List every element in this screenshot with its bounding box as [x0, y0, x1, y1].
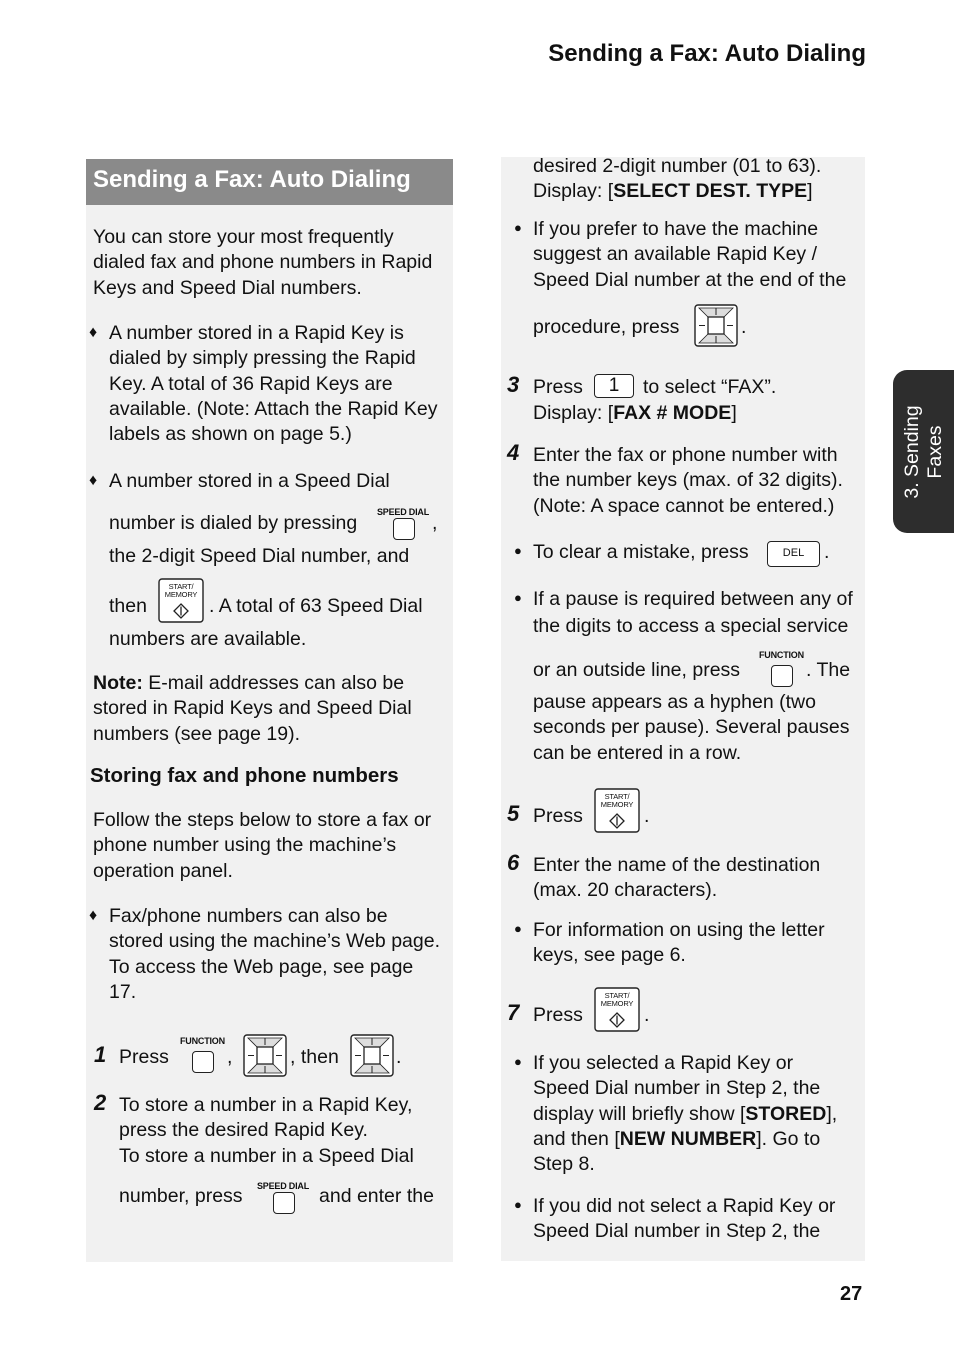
not-selected-bullet: If you did not select a Rapid Key or Speed Dial number in Step 2, the [533, 1195, 836, 1243]
round-bullet-icon: ● [514, 590, 522, 605]
period-text: . [644, 1004, 650, 1026]
start-memory-key[interactable]: START/ MEMORY [594, 987, 640, 1032]
speed-dial-key-label: SPEED DIAL [377, 507, 430, 517]
function-key-label: FUNCTION [180, 1036, 225, 1046]
step5-press-text: Press [533, 805, 583, 827]
step2-line4a: number, press [119, 1185, 243, 1207]
storing-subheading: Storing fax and phone numbers [90, 764, 399, 787]
nav-select-key[interactable] [350, 1034, 394, 1077]
step6-text: Enter the name of the destination (max. 20 characters). [533, 854, 821, 902]
function-key[interactable] [771, 665, 793, 687]
step3-press-text: Press [533, 376, 583, 398]
chapter-side-tab-label: 3. Sending Faxes [901, 405, 946, 499]
nav-select-key[interactable] [243, 1034, 287, 1077]
speed-dial-key[interactable] [273, 1192, 295, 1214]
speed-dial-key[interactable] [393, 518, 415, 540]
step2-line4b: and enter the [319, 1185, 434, 1207]
key-1[interactable]: 1 [594, 374, 634, 398]
start-memory-key[interactable]: START/ MEMORY [158, 578, 204, 623]
step1-press-text: Press [119, 1046, 169, 1068]
function-key-label: FUNCTION [759, 650, 804, 660]
pause-bullet-line3a: or an outside line, press [533, 659, 741, 681]
clear-mistake-text: To clear a mistake, press [533, 541, 749, 563]
period-text: . [824, 541, 830, 563]
stored-bullet: If you selected a Rapid Key or Speed Dial number in Step 2, the display will briefly show [STORED], and then [NEW NUMBER]. Go to Step 8. [533, 1052, 838, 1176]
round-bullet-icon: ● [514, 220, 522, 235]
step-number: 5 [507, 801, 520, 826]
continued-text: desired 2-digit number (01 to 63). Display: [SELECT DEST. TYPE] [533, 155, 822, 203]
step1-then-text: , then [290, 1046, 339, 1068]
step-number: 3 [507, 372, 520, 397]
diamond-bullet-icon: ♦ [89, 324, 98, 341]
diamond-bullet-icon: ♦ [89, 472, 98, 489]
speed-dial-bullet-line4a: then [109, 595, 147, 617]
step7-press-text: Press [533, 1004, 583, 1026]
step3-display-text: Display: [FAX # MODE] [533, 402, 737, 424]
round-bullet-icon: ● [514, 543, 522, 558]
follow-paragraph: Follow the steps below to store a fax or phone number using the machine’s operation panel. [93, 809, 432, 882]
pause-bullet-line2: the digits to access a special service [533, 615, 849, 637]
web-page-bullet: Fax/phone numbers can also be stored using the machine’s Web page. To access the Web page, see page 17. [109, 905, 440, 1003]
running-header: Sending a Fax: Auto Dialing [548, 40, 866, 67]
page-number: 27 [840, 1283, 863, 1305]
note-paragraph: Note: E-mail addresses can also be stored in Rapid Keys and Speed Dial numbers (see page 19). [93, 672, 412, 745]
step3-select-text: to select “FAX”. [643, 376, 777, 398]
start-memory-key[interactable]: START/ MEMORY [594, 788, 640, 833]
speed-dial-key-label: SPEED DIAL [257, 1181, 310, 1191]
step2-text: To store a number in a Rapid Key, press the desired Rapid Key. To store a number in a Speed Dial [119, 1094, 414, 1167]
diamond-bullet-icon: ♦ [89, 907, 98, 924]
suggest-bullet: If you prefer to have the machine suggest an available Rapid Key / Speed Dial number at the end of the [533, 218, 847, 291]
period-text: . [741, 316, 747, 338]
suggest-bullet-line4: procedure, press [533, 316, 680, 338]
speed-dial-bullet-line3: the 2-digit Speed Dial number, and [109, 545, 410, 567]
del-key[interactable]: DEL [767, 541, 820, 567]
round-bullet-icon: ● [514, 1054, 522, 1069]
pause-bullet-line3b: . The [806, 659, 851, 681]
function-key[interactable] [192, 1051, 214, 1073]
step-number: 2 [94, 1090, 107, 1115]
section-title: Sending a Fax: Auto Dialing [86, 159, 453, 205]
round-bullet-icon: ● [514, 921, 522, 936]
speed-dial-bullet-line5: numbers are available. [109, 628, 307, 650]
pause-bullet-rest: pause appears as a hyphen (two seconds per pause). Several pauses can be entered in a row. [533, 691, 850, 764]
rapid-key-bullet: A number stored in a Rapid Key is dialed by simply pressing the Rapid Key. A total of 36 Rapid Keys are available. (Note: Attach the Rapid Key labels as shown on page 5.) [109, 322, 438, 446]
nav-select-key[interactable] [694, 304, 738, 347]
step-number: 6 [507, 850, 520, 875]
step-number: 1 [94, 1042, 107, 1067]
comma-text: , [432, 512, 438, 534]
intro-paragraph: You can store your most frequently dialed fax and phone numbers in Rapid Keys and Speed Dial numbers. [93, 226, 433, 299]
round-bullet-icon: ● [514, 1197, 522, 1212]
speed-dial-bullet-line1: A number stored in a Speed Dial [109, 470, 390, 492]
period-text: . [396, 1046, 402, 1068]
step-number: 4 [507, 440, 520, 465]
speed-dial-bullet-line4b: . A total of 63 Speed Dial [209, 595, 423, 617]
comma-text: , [227, 1046, 233, 1068]
pause-bullet-line1: If a pause is required between any of [533, 588, 853, 610]
step4-text: Enter the fax or phone number with the number keys (max. of 32 digits). (Note: A space cannot be entered.) [533, 444, 843, 517]
letter-keys-bullet: For information on using the letter keys, see page 6. [533, 919, 825, 967]
period-text: . [644, 805, 650, 827]
speed-dial-bullet-line2: number is dialed by pressing [109, 512, 358, 534]
step-number: 7 [507, 1000, 520, 1025]
